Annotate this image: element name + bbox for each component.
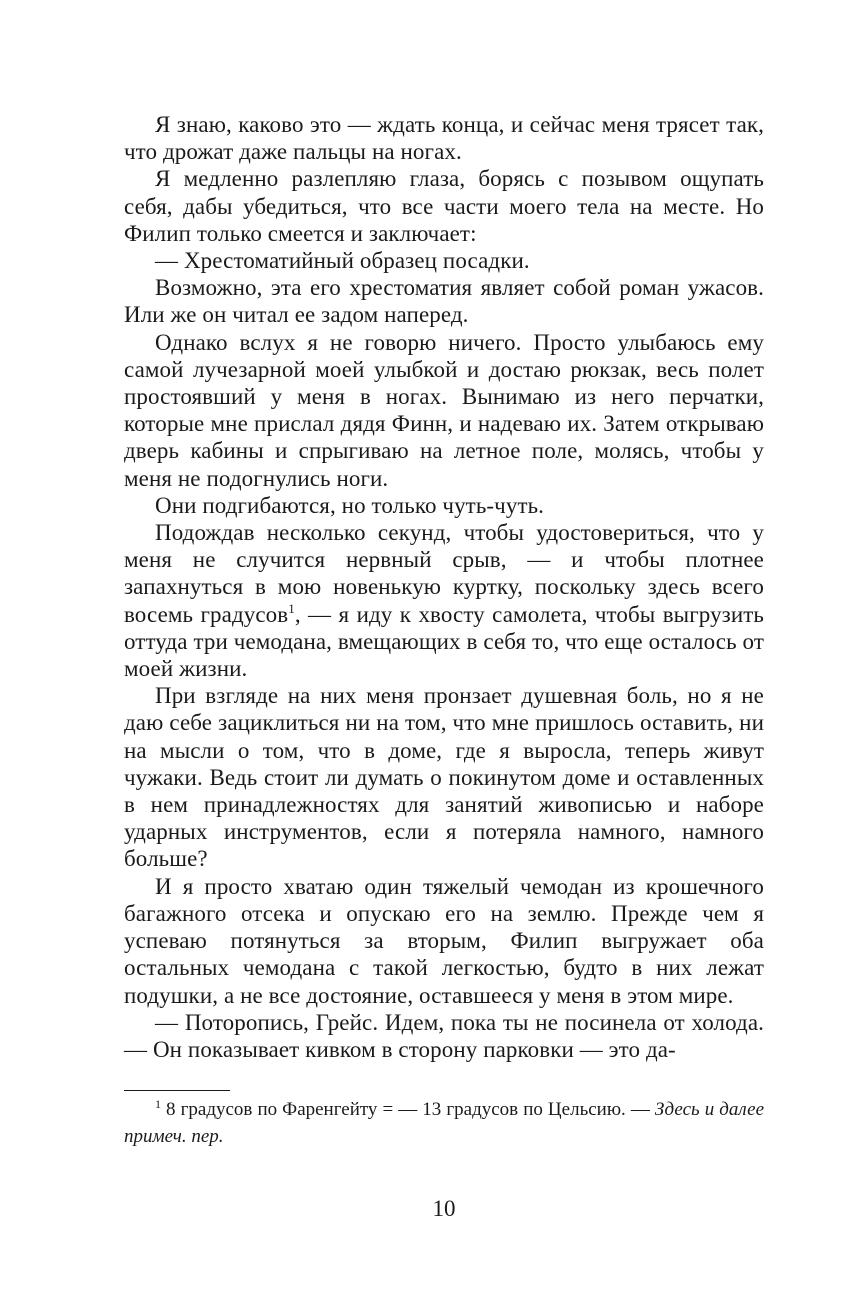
- footnote-marker: 1: [155, 1097, 161, 1111]
- paragraph: Возможно, эта его хрестоматия являет собой роман ужасов. Или же он читал ее задом наперед.: [124, 275, 764, 328]
- footnote-text: 8 градусов по Фаренгейту = — 13 градусов по Цельсию. —: [161, 1099, 655, 1120]
- footnote-reference[interactable]: 1: [288, 600, 295, 616]
- footnote: [124, 1097, 764, 1150]
- paragraph-with-footnote-ref: [124, 519, 764, 682]
- paragraph-text: Подождав несколько секунд, чтобы удостовериться, что у меня не случится нервный срыв, — и чтобы плотнее запахнуться в мою новенькую куртку, поскольку здесь всего восемь градусов: [124, 520, 764, 627]
- paragraph: Я медленно разлепляю глаза, борясь с позывом ощупать себя, дабы убедиться, что все части моего тела на месте. Но Филип только смеется и заключает:: [124, 166, 764, 246]
- paragraph: Я знаю, каково это — ждать конца, и сейчас меня трясет так, что дрожат даже пальцы на ногах.: [124, 112, 764, 165]
- paragraph: И я просто хватаю один тяжелый чемодан из крошечного багажного отсека и опускаю его на землю. Прежде чем я успеваю потянуться за вторым, Филип выгружает оба остальных чемодана с такой легкостью, будто в них лежат подушки, а не все достояние, оставшееся у меня в этом мире.: [124, 873, 764, 1008]
- page-number: 10: [432, 1196, 456, 1221]
- paragraph: При взгляде на них меня пронзает душевная боль, но я не даю себе зациклиться ни на том, что мне пришлось оставить, ни на мысли о том, что в доме, где я выросла, теперь живут чужаки. Ведь стоит ли думать о покинутом доме и оставленных в нем принадлежностях для занятий живописью и наборе ударных инструментов, если я потеряла намного, намного больше?: [124, 683, 764, 872]
- page-body: [124, 111, 764, 1063]
- paragraph: Однако вслух я не говорю ничего. Просто улыбаюсь ему самой лучезарной моей улыбкой и достаю рюкзак, весь полет простоявший у меня в ногах. Вынимаю из него перчатки, которые мне прислал дядя Финн, и надеваю их. Затем открываю дверь кабины и спрыгиваю на летное поле, молясь, чтобы у меня не подогнулись ноги.: [124, 329, 764, 491]
- paragraph: — Хрестоматийный образец посадки.: [155, 248, 530, 274]
- footnote-divider: [124, 1090, 230, 1091]
- paragraph: — Поторопись, Грейс. Идем, пока ты не посинела от холода. — Он показывает кивком в сторону парковки — это да-: [124, 1009, 764, 1062]
- paragraph: Они подгибаются, но только чуть-чуть.: [155, 492, 545, 518]
- paragraph-text: , — я иду к хвосту самолета, чтобы выгрузить оттуда три чемодана, вмещающих в себя то, что еще осталось от моей жизни.: [124, 601, 764, 682]
- footnote-translator-note: Здесь и далее примеч. пер.: [124, 1099, 764, 1147]
